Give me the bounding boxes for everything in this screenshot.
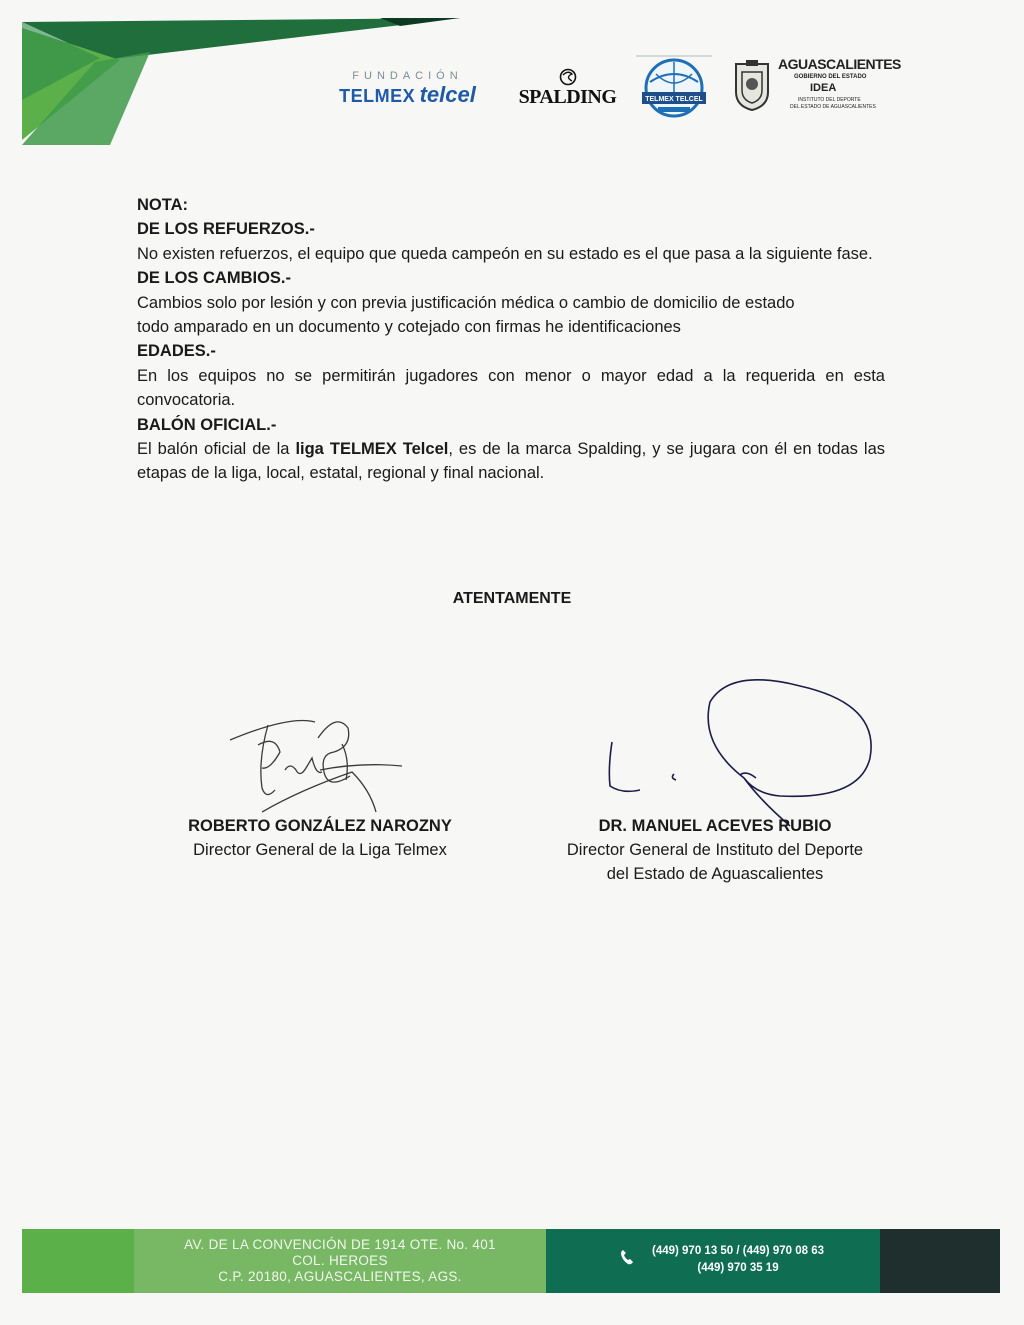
signer-manuel-name: DR. MANUEL ACEVES RUBIO	[598, 817, 832, 835]
letter-body	[137, 193, 885, 486]
telcel-label: telcel	[419, 82, 476, 107]
telmex-label: TELMEX	[339, 86, 416, 106]
balon-text-bold: liga TELMEX Telcel	[295, 440, 449, 459]
spalding-label: SPALDING	[518, 86, 617, 108]
footer-phones	[638, 1243, 838, 1277]
footer-address-block	[134, 1229, 546, 1293]
estado-label: DEL ESTADO DE AGUASCALIENTES	[790, 104, 876, 110]
signer-manuel	[510, 814, 920, 886]
phone-line-2: (449) 970 35 19	[697, 1262, 779, 1274]
spalding-ball-icon	[559, 68, 577, 86]
balon-paragraph	[137, 437, 885, 486]
footer-address	[134, 1237, 546, 1285]
balon-text-pre: El balón oficial de la	[137, 440, 296, 459]
instituto-label: INSTITUTO DEL DEPORTE	[798, 97, 861, 103]
cambios-paragraph-line-1: Cambios solo por lesión y con previa justificación médica o cambio de domicilio de estado	[137, 293, 795, 312]
footer-segment-green	[22, 1229, 134, 1293]
gobierno-label: GOBIERNO DEL ESTADO	[794, 74, 867, 80]
signature-roberto	[230, 720, 402, 812]
signature-manuel	[609, 680, 871, 826]
fundacion-label: FUNDACIÓN	[352, 70, 463, 82]
edades-paragraph: En los equipos no se permitirán jugadores con menor o mayor edad a la requerida en esta convocatoria.	[137, 366, 885, 410]
state-seal-icon	[732, 58, 772, 112]
signer-manuel-role-line-2: del Estado de Aguascalientes	[606, 865, 824, 883]
phone-line-1: (449) 970 13 50 / (449) 970 08 63	[652, 1245, 824, 1257]
liga-label: TELMEX TELCEL	[645, 96, 703, 103]
spalding-logo	[515, 68, 620, 113]
footer-bar	[22, 1229, 1000, 1293]
refuerzos-paragraph: No existen refuerzos, el equipo que queda campeón en su estado es el que pasa a la siguiente fase.	[137, 244, 873, 263]
aguascalientes-idea-logo	[732, 56, 901, 118]
address-line-3: C.P. 20180, AGUASCALIENTES, AGS.	[218, 1269, 462, 1284]
phone-icon	[620, 1249, 634, 1265]
idea-label: IDEA	[810, 82, 837, 94]
cambios-heading: DE LOS CAMBIOS.-	[137, 269, 292, 288]
fundacion-telmex-telcel-logo	[325, 70, 490, 110]
balon-text-post: , es de la marca Spalding, y se jugara con él en todas las etapas de la liga, local, estatal, regional y final nacional.	[137, 440, 885, 483]
address-line-2: COL. HEROES	[292, 1253, 388, 1268]
signer-roberto	[150, 814, 490, 862]
signer-roberto-role: Director General de la Liga Telmex	[193, 841, 447, 859]
refuerzos-heading: DE LOS REFUERZOS.-	[137, 220, 315, 239]
liga-telmex-telcel-logo	[636, 52, 712, 124]
nota-heading: NOTA:	[137, 196, 189, 214]
signer-manuel-role-line-1: Director General de Instituto del Deporte	[566, 841, 864, 859]
edades-heading: EDADES.-	[137, 342, 216, 361]
footer-segment-dark	[880, 1229, 1000, 1293]
closing-atentamente: ATENTAMENTE	[452, 590, 572, 607]
signer-roberto-name: ROBERTO GONZÁLEZ NAROZNY	[188, 817, 452, 835]
footer-phone-block	[546, 1229, 880, 1293]
cambios-paragraph-line-2: todo amparado en un documento y cotejado con firmas he identificaciones	[137, 318, 681, 337]
balon-heading: BALÓN OFICIAL.-	[137, 415, 277, 434]
address-line-1: AV. DE LA CONVENCIÓN DE 1914 OTE. No. 401	[184, 1237, 496, 1252]
aguascalientes-label: AGUASCALIENTES	[778, 56, 901, 72]
